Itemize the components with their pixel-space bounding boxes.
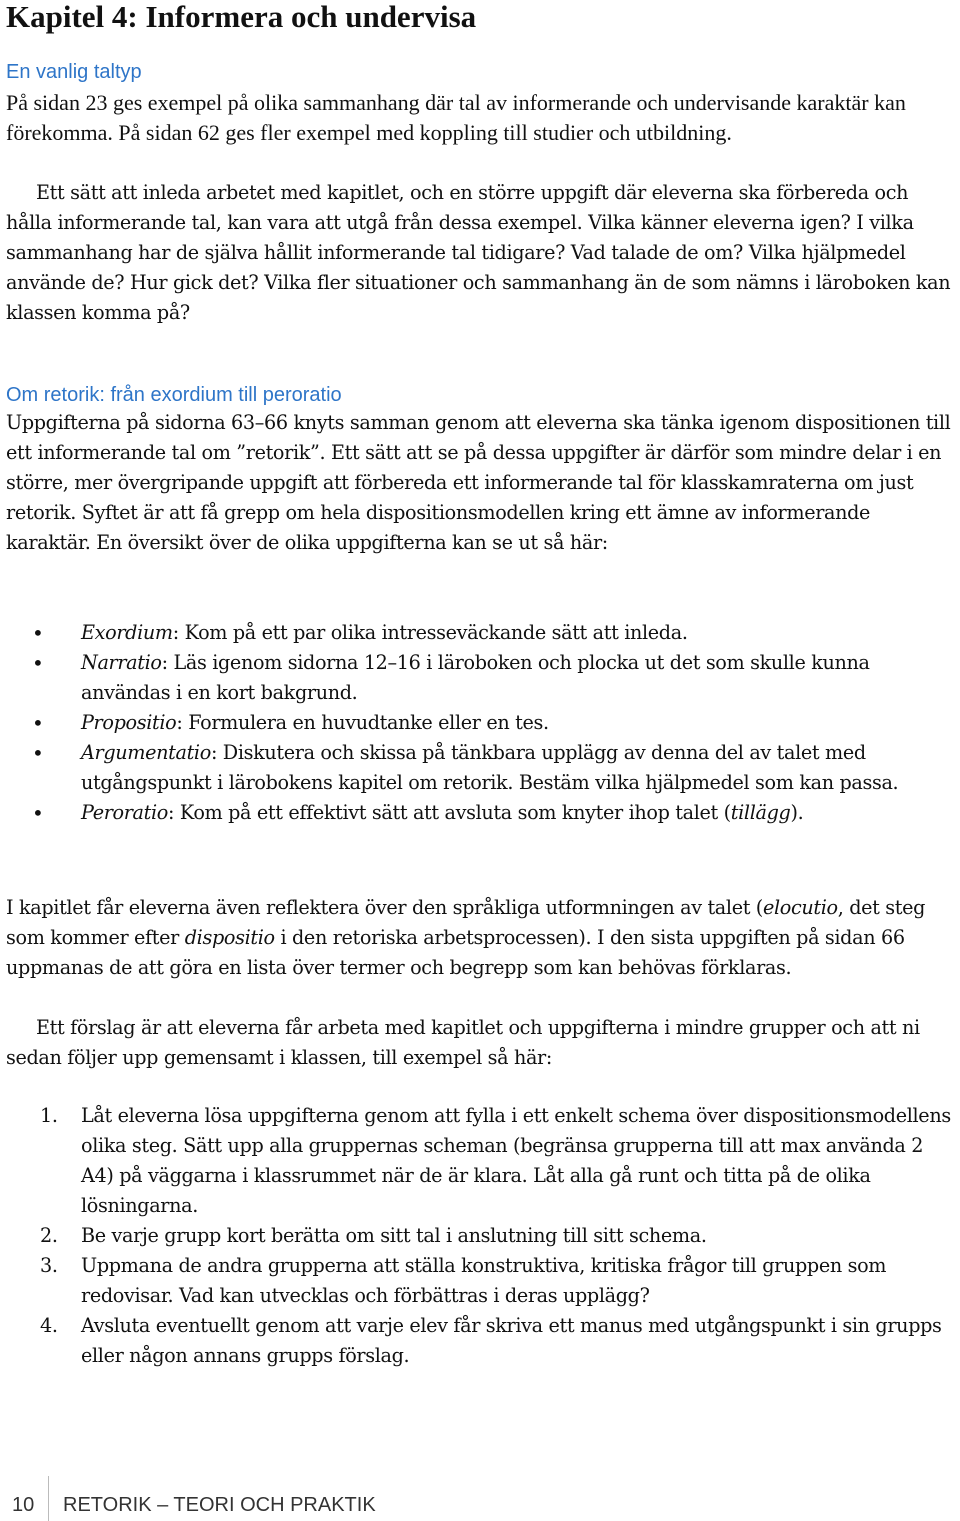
- section2-paragraph-3: [6, 893, 958, 983]
- list-item-term: Peroratio: [81, 801, 168, 824]
- para3-text-c: , det steg som kommer efter: [6, 896, 926, 949]
- item-number: 1.: [40, 1104, 58, 1127]
- numbered-item: [6, 1311, 958, 1371]
- list-item: • Exordium: Kom på ett par olika intresseväckande sätt att inleda.: [32, 621, 688, 645]
- list-item-term: Argumentatio: [81, 741, 211, 764]
- section-heading-taltyp: En vanlig taltyp: [6, 61, 142, 83]
- list-item-text: : Formulera en huvudtanke eller en tes.: [176, 711, 549, 734]
- chapter-title: Kapitel 4: Informera och undervisa: [6, 0, 477, 34]
- numbered-item: [6, 1251, 958, 1311]
- list-item: • Peroratio: Kom på ett effektivt sätt att avsluta som knyter ihop talet (tillägg).: [32, 801, 804, 825]
- item-text: Låt eleverna lösa uppgifterna genom att fylla i ett enkelt schema över dispositionsmodellens olika steg. Sätt upp alla gruppernas scheman (begränsa grupperna till att max använda 2 A4) på väggarna i klassrummet när de är klara. Låt alla gå runt och titta på de olika lösningarna.: [81, 1104, 951, 1217]
- list-item-term: Propositio: [81, 711, 177, 734]
- item-text: Avsluta eventuellt genom att varje elev får skriva ett manus med utgångspunkt i sin grupps eller någon annans grupps förslag.: [81, 1314, 942, 1367]
- numbered-item: [6, 1101, 958, 1221]
- numbered-item: [6, 1221, 958, 1251]
- list-item-term: Narratio: [81, 651, 162, 674]
- para3-term-dispositio: dispositio: [184, 926, 275, 949]
- list-item-text: : Diskutera och skissa på tänkbara upplägg av denna del av talet med utgångspunkt i lärobokens kapitel om retorik. Bestäm vilka hjälpmedel som kan passa.: [81, 741, 899, 794]
- section1-body: Ett sätt att inleda arbetet med kapitlet, och en större uppgift där eleverna ska förbereda och hålla informerande tal, kan vara att utgå från dessa exempel. Vilka känner eleverna igen? I vilka sammanhang har de själva hållit informerande tal tidigare? Vad talade de om? Vilka hjälpmedel använde de? Hur gick det? Vilka fler situationer och sammanhang än de som nämns i läroboken kan klassen komma på?: [6, 181, 951, 324]
- list-item: • Narratio: Läs igenom sidorna 12–16 i läroboken och plocka ut det som skulle kunna användas i en kort bakgrund.: [32, 651, 870, 704]
- list-item: • Argumentatio: Diskutera och skissa på tänkbara upplägg av denna del av talet med utgångspunkt i lärobokens kapitel om retorik. Bestäm vilka hjälpmedel som kan passa.: [32, 741, 899, 794]
- item-number: 2.: [40, 1224, 58, 1247]
- disposition-list: [6, 618, 958, 828]
- item-number: 4.: [40, 1314, 58, 1337]
- section-heading-retorik: Om retorik: från exordium till peroratio: [6, 384, 342, 406]
- footer-book-title: RETORIK – TEORI OCH PRAKTIK: [63, 1494, 376, 1516]
- section2-paragraph-4: Ett förslag är att eleverna får arbeta med kapitlet och uppgifterna i mindre grupper och att ni sedan följer upp gemensamt i klassen, till exempel så här:: [6, 1016, 920, 1069]
- item-number: 3.: [40, 1254, 58, 1277]
- para3-text-a: I kapitlet får eleverna även reflektera över den språkliga utformningen av talet (: [6, 896, 763, 919]
- list-item-end: ).: [790, 801, 804, 824]
- item-text: Uppmana de andra grupperna att ställa konstruktiva, kritiska frågor till gruppen som redovisar. Vad kan utvecklas och förbättras i deras upplägg?: [81, 1254, 887, 1307]
- list-item-extra: tillägg: [730, 801, 791, 824]
- para3-term-elocutio: elocutio: [762, 896, 838, 919]
- item-text: Be varje grupp kort berätta om sitt tal i anslutning till sitt schema.: [81, 1224, 707, 1247]
- group-work-steps: [6, 1101, 958, 1371]
- footer-divider: [48, 1476, 49, 1521]
- section1-intro: På sidan 23 ges exempel på olika sammanhang där tal av informerande och undervisande karaktär kan förekomma. På sidan 62 ges fler exempel med koppling till studier och utbildning.: [6, 90, 906, 145]
- para3-text-e: i den retoriska arbetsprocessen). I den sista uppgiften på sidan 66 uppmanas de att göra en lista över termer och begrepp som kan behövas förklaras.: [6, 926, 905, 979]
- list-item-term: Exordium: [81, 621, 173, 644]
- list-item-text: : Kom på ett par olika intresseväckande sätt att inleda.: [172, 621, 688, 644]
- section2-body: Uppgifterna på sidorna 63–66 knyts samman genom att eleverna ska tänka igenom dispositionen till ett informerande tal om ”retorik”. Ett sätt att se på dessa uppgifter är därför som mindre delar i en större, mer övergripande uppgift att förbereda ett informerande tal för klasskamraterna om just retorik. Syftet är att få grepp om hela dispositionsmodellen kring ett ämne av informerande karaktär. En översikt över de olika uppgifterna kan se ut så här:: [6, 411, 951, 554]
- page-number: 10: [12, 1494, 35, 1516]
- list-item-text: : Läs igenom sidorna 12–16 i läroboken och plocka ut det som skulle kunna användas i en kort bakgrund.: [81, 651, 870, 704]
- list-item-text: : Kom på ett effektivt sätt att avsluta som knyter ihop talet (: [168, 801, 731, 824]
- list-item: • Propositio: Formulera en huvudtanke eller en tes.: [32, 711, 549, 735]
